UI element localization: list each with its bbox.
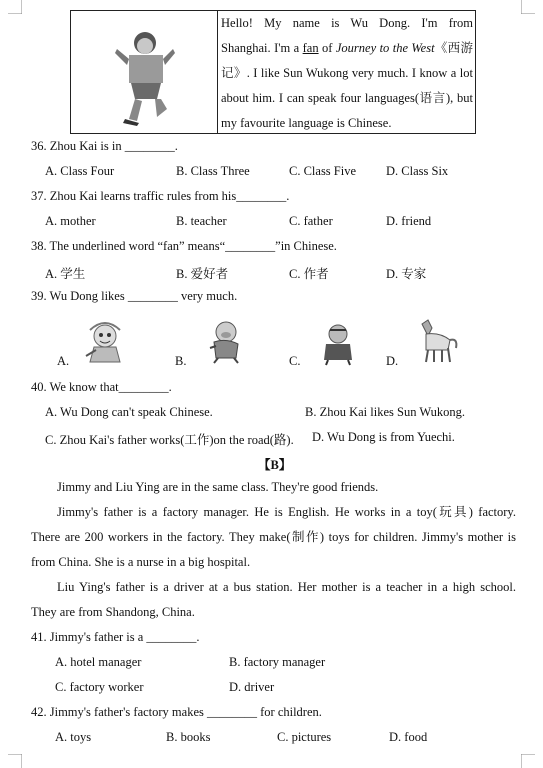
p3-line-1: Liu Ying's father is a driver at a bus station. Her mother is a teacher in a high school. — [57, 580, 516, 594]
passage-text — [221, 11, 473, 136]
underlined-word-fan: fan — [302, 41, 319, 55]
question-37-stem: 37. Zhou Kai learns traffic rules from his________. — [31, 189, 290, 203]
q37-option-c: C. father — [289, 214, 333, 228]
p3-line-2: They are from Shandong, China. — [31, 605, 195, 619]
crop-mark-bottom-left — [8, 754, 22, 768]
section-b-heading: 【B】 — [258, 458, 292, 472]
q40-option-a: A. Wu Dong can't speak Chinese. — [45, 405, 213, 419]
question-42-stem: 42. Jimmy's father's factory makes ________ for children. — [31, 705, 322, 719]
question-40-stem: 40. We know that________. — [31, 380, 172, 394]
passage-line-2: Shanghai. I'm a fan of Journey to the West《西游 — [221, 41, 473, 55]
q40-option-c: C. Zhou Kai's father works(工作)on the road(路). — [45, 433, 294, 447]
q36-option-a: A. Class Four — [45, 164, 115, 178]
q42-option-a: A. toys — [55, 730, 92, 744]
q42-option-c: C. pictures — [277, 730, 332, 744]
q37-option-a: A. mother — [45, 214, 96, 228]
question-39-stem: 39. Wu Dong likes ________ very much. — [31, 289, 238, 303]
q38-option-d: D. 专家 — [386, 267, 427, 281]
q41-option-b: B. factory manager — [229, 655, 326, 669]
p2-line-3: from China. She is a nurse in a big hospital. — [31, 555, 251, 569]
q36-option-c: C. Class Five — [289, 164, 357, 178]
sun-wukong-cartoon — [82, 316, 128, 366]
crop-mark-top-left — [8, 0, 22, 14]
q39-option-d: D. — [386, 354, 399, 368]
q37-option-d: D. friend — [386, 214, 432, 228]
passage-table — [70, 10, 476, 134]
passage-line-3: 记》. I like Sun Wukong very much. I know a lot — [221, 66, 473, 80]
q38-option-b: B. 爱好者 — [176, 267, 229, 281]
sha-wujing-cartoon — [316, 322, 360, 366]
q42-option-b: B. books — [166, 730, 211, 744]
q41-option-a: A. hotel manager — [55, 655, 142, 669]
q41-option-d: D. driver — [229, 680, 275, 694]
passage-line-1: Hello! My name is Wu Dong. I'm from — [221, 16, 473, 30]
q39-option-b: B. — [175, 354, 187, 368]
q40-option-d: D. Wu Dong is from Yuechi. — [312, 430, 455, 444]
p2-line-1: Jimmy's father is a factory manager. He is English. He works in a toy(玩具) factory. — [57, 505, 516, 519]
table-divider — [217, 11, 218, 133]
passage-line-4: about him. I can speak four languages(语言), but — [221, 91, 473, 105]
q38-option-a: A. 学生 — [45, 267, 86, 281]
book-title: Journey to the West — [335, 41, 435, 55]
section-b-paragraph-1: Jimmy and Liu Ying are in the same class. They're good friends. — [57, 480, 379, 494]
question-36-stem: 36. Zhou Kai is in ________. — [31, 139, 178, 153]
q36-option-b: B. Class Three — [176, 164, 250, 178]
crop-mark-top-right — [521, 0, 535, 14]
passage-line-5: my favourite language is Chinese. — [221, 116, 392, 130]
zhu-bajie-cartoon — [202, 318, 248, 364]
section-b-paragraph-3 — [31, 575, 516, 625]
q36-option-d: D. Class Six — [386, 164, 449, 178]
q41-option-c: C. factory worker — [55, 680, 144, 694]
crop-mark-bottom-right — [521, 754, 535, 768]
q38-option-c: C. 作者 — [289, 267, 329, 281]
q39-option-a: A. — [57, 354, 70, 368]
q37-option-b: B. teacher — [176, 214, 227, 228]
p2-line-2: There are 200 workers in the factory. They make(制作) toys for children. Jimmy's mother is — [31, 530, 516, 544]
question-38-stem: 38. The underlined word “fan” means“________”in Chinese. — [31, 239, 337, 253]
q39-option-c: C. — [289, 354, 301, 368]
boy-dancing-photo — [111, 19, 181, 127]
white-dragon-horse-cartoon — [410, 318, 460, 364]
question-41-stem: 41. Jimmy's father is a ________. — [31, 630, 200, 644]
q42-option-d: D. food — [389, 730, 428, 744]
q40-option-b: B. Zhou Kai likes Sun Wukong. — [305, 405, 466, 419]
section-b-paragraph-2 — [31, 500, 516, 575]
